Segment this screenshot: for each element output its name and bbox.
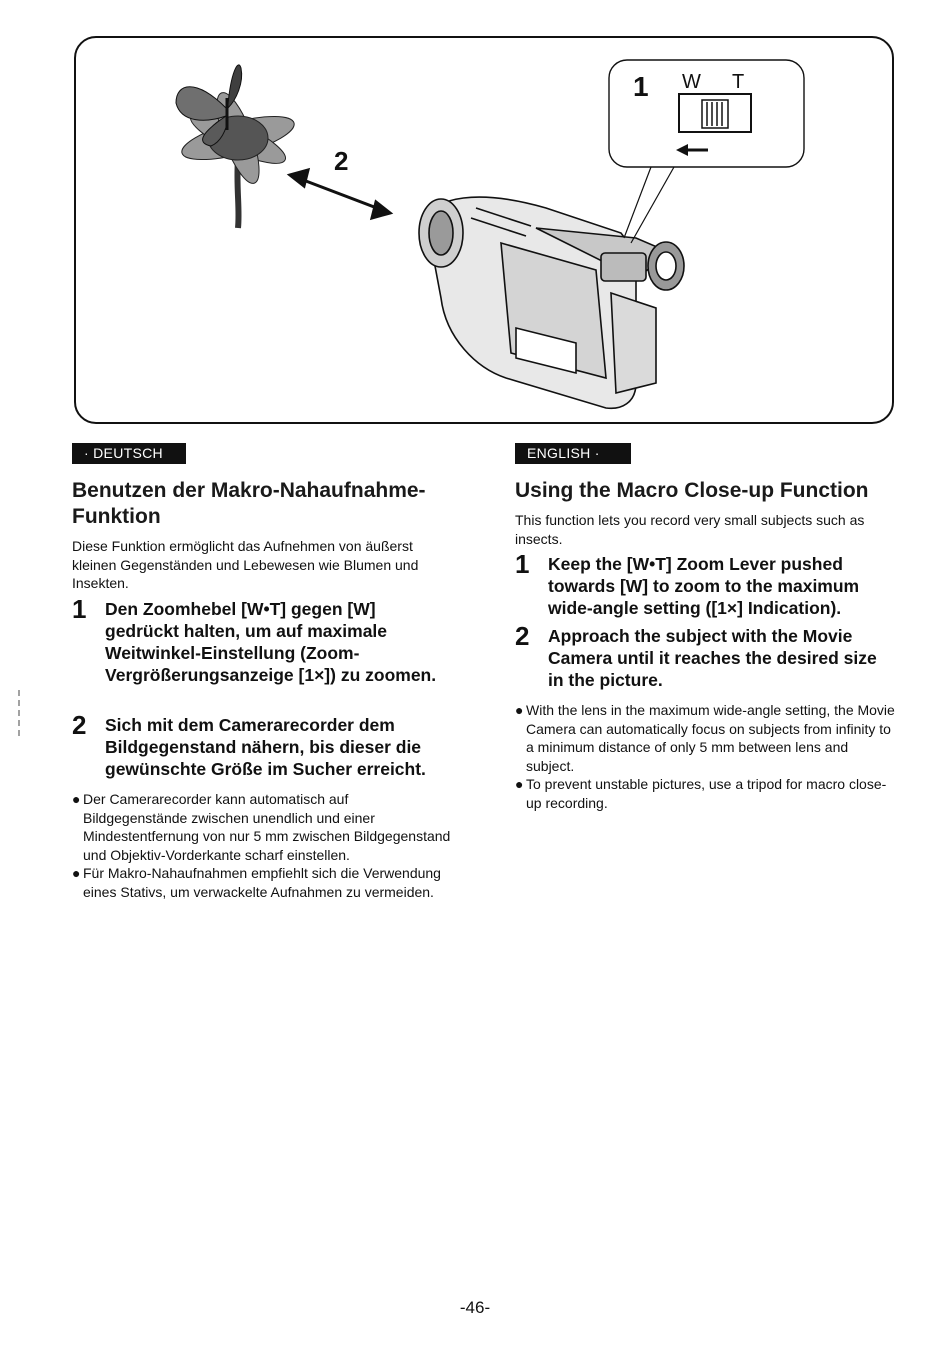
note-text: To prevent unstable pictures, use a tripod for macro close-up recording. (526, 776, 887, 811)
bullet-icon: ● (72, 791, 81, 807)
lever-w-label: W (682, 71, 701, 93)
bullet-icon: ● (515, 702, 524, 718)
notes-list-de (72, 790, 452, 901)
note-text: Der Camerarecorder kann automatisch auf Bildgegenstände zwischen unendlich und einer Mindestentfernung von nur 5 mm zwischen Bildgegenstand und Objektiv-Vorderkante scharf einstellen. (83, 791, 451, 863)
bullet-icon: ● (515, 776, 524, 792)
note-text: Für Makro-Nahaufnahmen empfiehlt sich die Verwendung eines Stativs, um verwackelte Aufnahmen zu vermeiden. (83, 865, 441, 900)
page-number: -46- (459, 1298, 491, 1317)
step-text: Sich mit dem Camerarecorder dem Bildgegenstand nähern, bis dieser die gewünschte Größe im Sucher erreicht. (105, 715, 426, 779)
macro-illustration (76, 38, 894, 424)
lever-step-label: 1 (633, 71, 649, 102)
section-title-en: Using the Macro Close-up Function (515, 479, 869, 502)
language-tag-deutsch: · DEUTSCH (72, 443, 186, 464)
approach-arrow (290, 170, 390, 218)
lever-t-label: T (732, 71, 745, 93)
step-text: Den Zoomhebel [W•T] gegen [W] gedrückt halten, um auf maximale Weitwinkel-Einstellung (Zoom-Vergrößerungsanzeige [1×]) zu zoomen. (105, 599, 437, 685)
step-number: 1 (515, 549, 530, 579)
note-text: With the lens in the maximum wide-angle setting, the Movie Camera can automatically focus on subjects from infinity to a minimum distance of only 5 mm between lens and subject. (526, 702, 895, 774)
language-tag-english: ENGLISH · (515, 443, 631, 464)
step-number: 2 (72, 710, 87, 740)
step-number: 1 (72, 594, 87, 624)
intro-text-en: This function lets you record very small subjects such as insects. (515, 512, 865, 547)
section-title-de: Benutzen der Makro-Nahaufnahme-Funktion (72, 479, 426, 528)
list-item (72, 864, 452, 901)
notes-list-en (515, 701, 895, 812)
step-text: Keep the [W•T] Zoom Lever pushed towards [W] to zoom to the maximum wide-angle setting ([1×] Indication). (548, 554, 860, 618)
list-item (72, 790, 452, 864)
list-item (515, 775, 895, 812)
bullet-icon: ● (72, 865, 81, 881)
intro-text-de: Diese Funktion ermöglicht das Aufnehmen von äußerst kleinen Gegenständen und Lebewesen wie Blumen und Insekten. (72, 538, 419, 591)
step-number: 2 (515, 621, 530, 651)
margin-mark (18, 690, 20, 740)
step-text: Approach the subject with the Movie Camera until it reaches the desired size in the picture. (548, 626, 877, 690)
zoom-lever-callout (609, 60, 804, 243)
illustration-frame (74, 36, 894, 424)
camcorder-icon (419, 197, 684, 408)
approach-step-label: 2 (334, 146, 349, 176)
list-item (515, 701, 895, 775)
